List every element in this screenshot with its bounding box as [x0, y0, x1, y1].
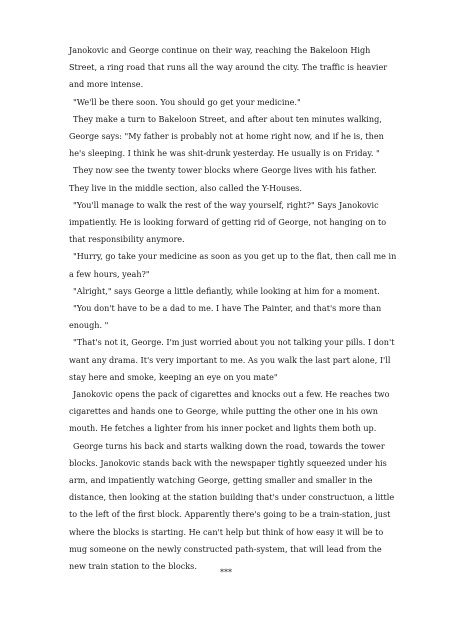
- section-separator: ***: [220, 568, 232, 577]
- paragraph-11: George turns his back and starts walking down the road, towards the tower blocks. Janokovic stands back with the newspaper tightly squeezed under his arm, and impatiently watching George, getting smaller and smaller in the distance, then looking at the station building that's under constructuon, a little to the left of the first block. Apparently there's going to be a train-station, just where the blocks is starting. He can't help but think of how easy it will be to mug someone on the newly constructed path-system, that will lead from the new train station to the blocks.: [69, 440, 395, 572]
- paragraph-3: They make a turn to Bakeloon Street, and after about ten minutes walking, George says: "My father is probably not at home right now, and if he is, then he's sleeping. I think he was shit-drunk yesterday. He usually is on Friday. ": [69, 113, 384, 159]
- paragraph-7: "Alright," says George a little defiantly, while looking at him for a moment.: [73, 285, 380, 296]
- paragraph-2: "We'll be there soon. You should go get your medicine.": [73, 96, 301, 107]
- paragraph-5: "You'll manage to walk the rest of the way yourself, right?" Says Janokovic impatiently. He is looking forward of getting rid of George, not hanging on to that responsibility anymore.: [69, 199, 387, 245]
- paragraph-10: Janokovic opens the pack of cigarettes and knocks out a few. He reaches two cigarettes and hands one to George, while putting the other one in his own mouth. He fetches a lighter from his inner pocket and lights them both up.: [69, 389, 390, 434]
- body-text: [69, 42, 399, 575]
- paragraph-9: "That's not it, George. I'm just worried about you not talking your pills. I don't want any drama. It's very important to me. As you walk the last part alone, I'll stay here and smoke, keeping an eye on you mate": [69, 337, 395, 382]
- paragraph-1: Janokovic and George continue on their way, reaching the Bakeloon High Street, a ring road that runs all the way around the city. The traffic is heavier and more intense.: [69, 45, 388, 90]
- paragraph-6: "Hurry, go take your medicine as soon as you get up to the flat, then call me in a few hours, yeah?": [69, 251, 397, 279]
- paragraph-4: They now see the twenty tower blocks where George lives with his father. They live in the middle section, also called the Y-Houses.: [69, 165, 377, 193]
- paragraph-8: "You don't have to be a dad to me. I have The Painter, and that's more than enough. ": [69, 303, 382, 331]
